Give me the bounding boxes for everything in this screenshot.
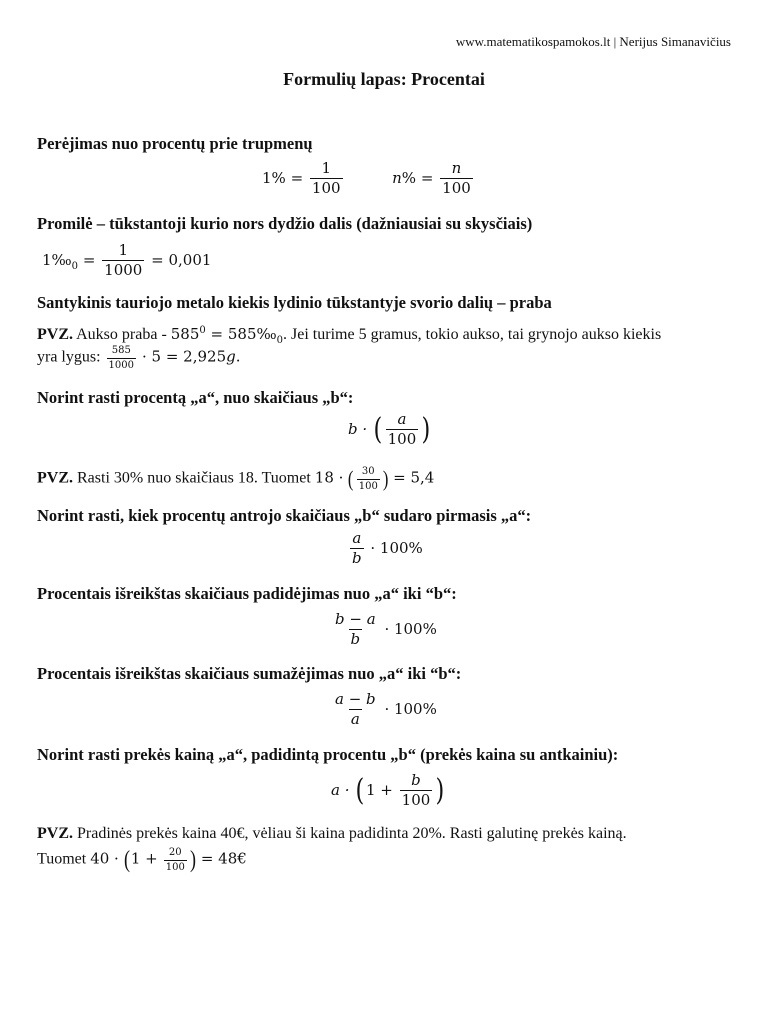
right-paren: ) [421, 411, 431, 447]
formula-percent-to-fraction [262, 160, 475, 198]
denominator: a [350, 710, 360, 729]
formula-ratio-percent [348, 530, 423, 568]
fraction [350, 530, 364, 568]
denominator: b [350, 630, 361, 649]
header-source: www.matematikospamokos.lt | Nerijus Simanavičius [455, 34, 731, 49]
example-label: PVZ. [37, 469, 73, 487]
denominator: 100 [165, 861, 185, 873]
formula-find-percent [348, 411, 432, 449]
formula-decrease [331, 691, 437, 729]
example-text: Pradinės prekės kaina 40€, vėliau ši kaina padidinta 20%. Rasti galutinę prekės kainą. [77, 825, 627, 842]
fraction [400, 772, 433, 810]
example-text: yra lygus: [37, 348, 101, 366]
example-text: Rasti 30% nuo skaičiaus 18. Tuomet [77, 469, 311, 487]
section-heading-promile: Promilė – tūkstantoji kurio nors dydžio dalis (dažniausiai su skysčiais) [37, 214, 533, 233]
left-paren: ( [348, 466, 354, 491]
example-label: PVZ. [37, 326, 73, 343]
math-value: 585 [170, 325, 200, 343]
formula-left: 1% = [262, 168, 304, 187]
right-paren: ) [435, 772, 445, 808]
example-praba-line1 [37, 325, 661, 346]
formula-eq: = [78, 250, 96, 269]
formula-right: · 100% [384, 699, 437, 718]
formula-increase [331, 611, 437, 649]
numerator: a [352, 529, 362, 547]
example-markup-line2 [37, 847, 247, 873]
numerator: 585 [111, 345, 131, 356]
numerator: 20 [168, 847, 182, 858]
example-label: PVZ. [37, 825, 73, 842]
fraction [386, 411, 419, 449]
numerator: a [397, 410, 407, 428]
denominator: 1000 [104, 261, 143, 280]
denominator: 100 [311, 179, 341, 198]
denominator: b [352, 549, 362, 568]
math-value: 18 · [314, 468, 344, 487]
denominator: 100 [387, 430, 417, 449]
numerator: b − a [335, 610, 376, 628]
right-paren: ) [382, 466, 389, 491]
section-heading-find-percent: Norint rasti procentą „a“, nuo skaičiaus „b“: [37, 388, 354, 407]
example-markup-line1 [37, 825, 731, 843]
formula-left: 1‰ [42, 250, 72, 269]
section-heading-increase: Procentais išreikštas skaičiaus padidėjimas nuo „a“ iki “b“: [37, 584, 457, 603]
numerator: a − b [335, 690, 376, 708]
formula-right: = 0,001 [151, 250, 212, 269]
math-dot: . [235, 347, 241, 366]
right-paren: ) [189, 847, 196, 873]
superscript: 0 [199, 325, 206, 336]
numerator: 1 [321, 159, 332, 177]
fraction [333, 691, 378, 729]
formula-promile [42, 242, 211, 280]
formula-one: 1 + [130, 849, 158, 868]
left-paren: ( [123, 847, 130, 873]
math-unit: g [226, 347, 236, 366]
fraction [107, 345, 136, 371]
math-value: 40 · [90, 849, 119, 868]
section-heading-ratio-percent: Norint rasti, kiek procentų antrojo skaičiaus „b“ sudaro pirmasis „a“: [37, 506, 532, 525]
example-text: Aukso praba - [76, 326, 167, 343]
numerator: 30 [361, 466, 375, 477]
denominator: 100 [442, 179, 471, 198]
example-text: . Jei turime 5 gramus, tokio aukso, tai grynojo aukso kiekis [283, 326, 662, 343]
denominator: 100 [401, 791, 431, 810]
math-result: · 5 = 2,925 [142, 347, 227, 366]
formula-one: 1 + [365, 780, 393, 799]
page-title: Formulių lapas: Procentai [283, 69, 485, 89]
denominator: 1000 [108, 359, 134, 371]
fraction [310, 160, 343, 198]
numerator: n [451, 159, 462, 177]
formula-right: · 100% [384, 619, 437, 638]
denominator: 100 [358, 480, 378, 492]
formula-markup [331, 772, 446, 810]
formula-a: a · [331, 780, 350, 799]
subscript: 0 [71, 260, 79, 272]
math-result: = 5,4 [393, 468, 435, 487]
fraction [333, 611, 378, 649]
example-find-percent [37, 466, 434, 492]
formula-pct: % = [401, 168, 434, 187]
left-paren: ( [355, 772, 365, 808]
formula-b: b · [348, 419, 368, 438]
section-heading-praba: Santykinis tauriojo metalo kiekis lydinio tūkstantyje svorio dalių – praba [37, 293, 552, 312]
numerator: 1 [118, 241, 129, 259]
left-paren: ( [373, 411, 383, 447]
fraction [164, 847, 187, 873]
section-heading-markup: Norint rasti prekės kainą „a“, padidintą procentu „b“ (prekės kaina su antkainiu): [37, 745, 619, 764]
section-heading-fractions: Perėjimas nuo procentų prie trupmenų [37, 134, 313, 153]
subscript: 0 [276, 335, 284, 346]
numerator: b [411, 771, 421, 789]
section-heading-decrease: Procentais išreikštas skaičiaus sumažėjimas nuo „a“ iki “b“: [37, 664, 462, 683]
example-praba-line2 [37, 345, 241, 371]
math-result: = 48€ [200, 849, 247, 868]
formula-var-n: n [392, 168, 402, 187]
fraction [102, 242, 144, 280]
formula-right: · 100% [370, 538, 423, 557]
fraction [357, 466, 380, 492]
math-585 [170, 325, 284, 346]
math-value: = 585‰ [205, 325, 277, 343]
example-text: Tuomet [37, 850, 87, 868]
fraction [440, 160, 473, 198]
